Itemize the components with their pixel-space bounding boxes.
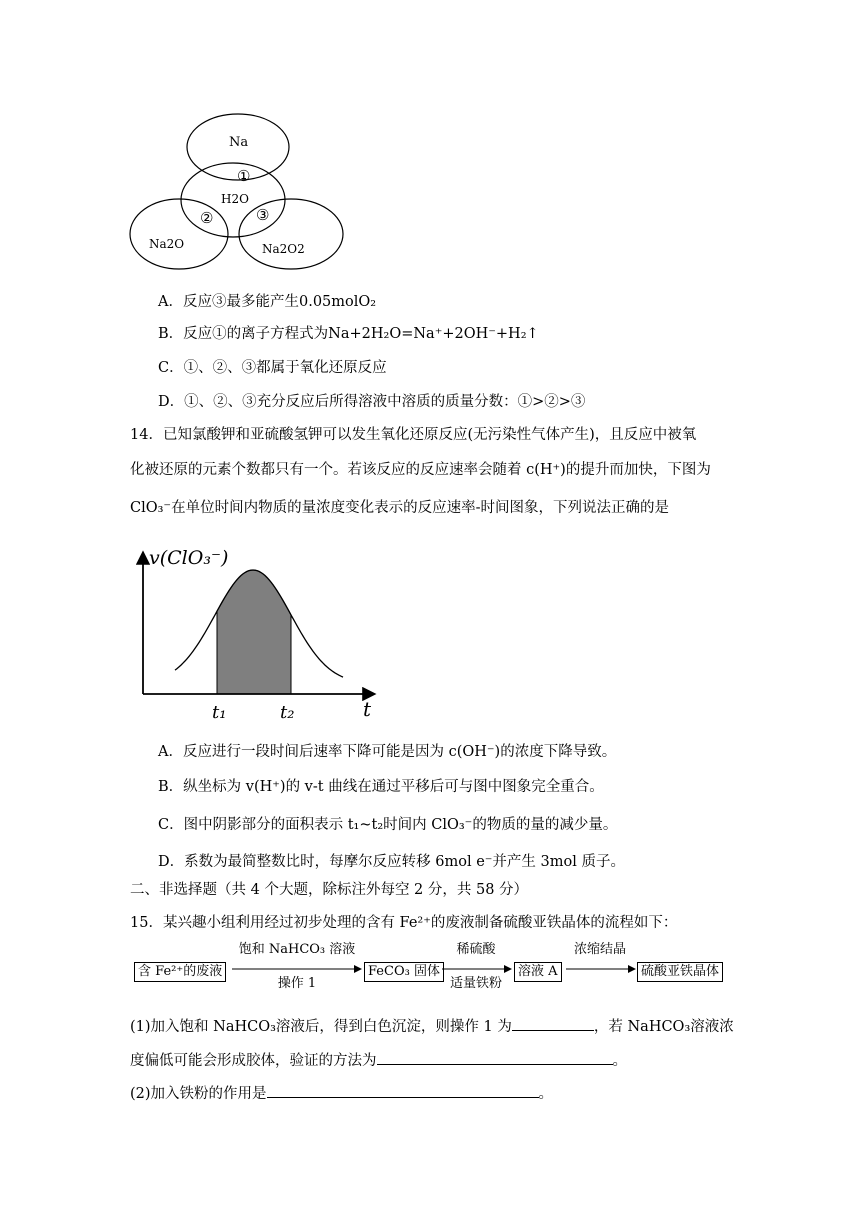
flow-box-crystal: 硫酸亚铁晶体 — [637, 962, 723, 982]
region-1: ① — [237, 167, 251, 185]
tick-t1: t₁ — [212, 702, 227, 723]
x-axis-label: t — [363, 697, 372, 721]
q14-option-a: A．反应进行一段时间后速率下降可能是因为 c(OH⁻)的浓度下降导致。 — [158, 744, 617, 760]
q14-line-1: 14．已知氯酸钾和亚硫酸氢钾可以发生氧化还原反应(无污染性气体产生)，且反应中被氧 — [130, 427, 697, 443]
q14-line-2: 化被还原的元素个数都只有一个。若该反应的反应速率会随着 c(H⁺)的提升而加快，下图为 — [130, 462, 711, 478]
q13-option-d: D．①、②、③充分反应后所得溶液中溶质的质量分数：①>②>③ — [158, 394, 586, 410]
venn-diagram — [125, 110, 350, 270]
flow-arrow3-top: 浓缩结晶 — [573, 942, 626, 957]
label-h2o: H2O — [221, 192, 249, 206]
q13-option-c: C．①、②、③都属于氧化还原反应 — [158, 360, 387, 376]
q14-option-d: D．系数为最简整数比时，每摩尔反应转移 6mol e⁻并产生 3mol 质子。 — [158, 854, 625, 870]
flow-arrow2-bottom: 适量铁粉 — [449, 976, 502, 991]
flow-arrow1-bottom: 操作 1 — [277, 976, 317, 991]
q14-line-3: ClO₃⁻在单位时间内物质的量浓度变化表示的反应速率-时间图象，下列说法正确的是 — [130, 500, 669, 516]
q13-option-b: B．反应①的离子方程式为Na+2H₂O=Na⁺+2OH⁻+H₂↑ — [158, 326, 539, 342]
label-na2o2: Na2O2 — [262, 242, 305, 256]
flow-arrow-1 — [232, 962, 362, 976]
q15-part1-line1: (1)加入饱和 NaHCO₃溶液后，得到白色沉淀，则操作 1 为 ，若 NaHCO₃溶液浓 — [130, 1016, 734, 1037]
flow-arrow-3 — [566, 962, 636, 976]
answer-blank-3[interactable] — [267, 1083, 539, 1098]
flow-arrow1-top: 饱和 NaHCO₃ 溶液 — [238, 942, 356, 957]
region-2: ② — [200, 209, 214, 227]
q15-part1-line2: 度偏低可能会形成胶体，验证的方法为 。 — [130, 1050, 627, 1071]
region-3: ③ — [256, 206, 270, 224]
flow-arrow-2 — [442, 962, 512, 976]
tick-t2: t₂ — [280, 702, 295, 723]
q14-option-c: C．图中阴影部分的面积表示 t₁~t₂时间内 ClO₃⁻的物质的量的减少量。 — [158, 817, 618, 833]
answer-blank-2[interactable] — [377, 1050, 613, 1065]
flow-box-feco3: FeCO₃ 固体 — [364, 962, 444, 982]
rate-time-chart — [125, 538, 385, 728]
q14-option-b: B．纵坐标为 v(H⁺)的 v-t 曲线在通过平移后可与图中图象完全重合。 — [158, 779, 604, 795]
label-na2o: Na2O — [149, 237, 185, 251]
label-na: Na — [229, 135, 249, 150]
y-axis-label: v(ClO₃⁻) — [149, 547, 229, 569]
flow-box-solution-a: 溶液 A — [514, 962, 562, 982]
shaded-area — [217, 570, 291, 694]
answer-blank-1[interactable] — [512, 1016, 594, 1031]
flow-arrow2-top: 稀硫酸 — [456, 942, 496, 957]
q13-option-a: A．反应③最多能产生0.05molO₂ — [158, 294, 377, 310]
q15-intro: 15．某兴趣小组利用经过初步处理的含有 Fe²⁺的废液制备硫酸亚铁晶体的流程如下： — [130, 915, 678, 931]
section-2-heading: 二、非选择题（共 4 个大题，除标注外每空 2 分，共 58 分） — [130, 882, 529, 898]
q15-part2: (2)加入铁粉的作用是 。 — [130, 1083, 553, 1104]
flow-box-waste: 含 Fe²⁺的废液 — [134, 962, 226, 982]
